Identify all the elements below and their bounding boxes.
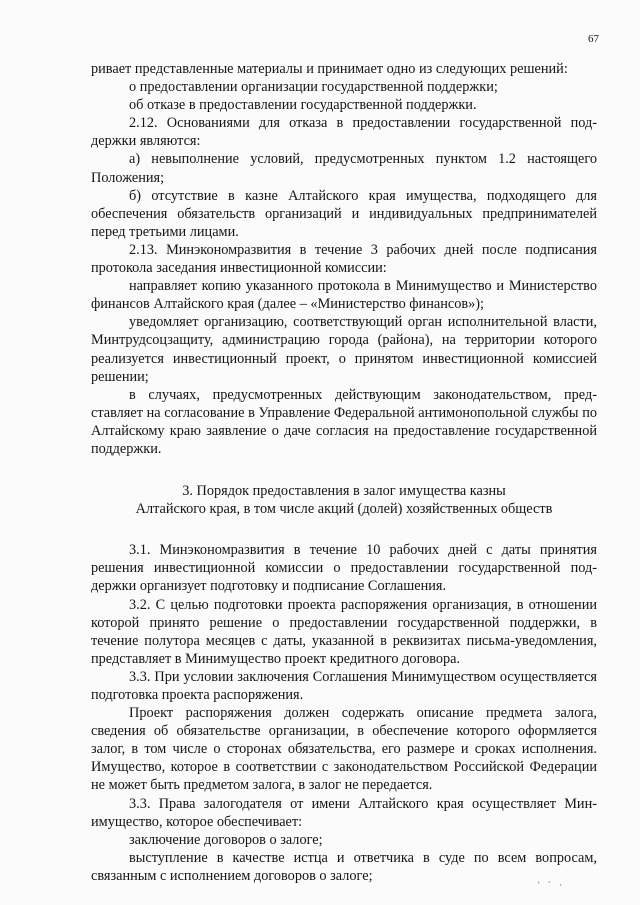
section-heading <box>91 482 597 518</box>
paragraph: о предоставлении организации государственной поддержки; <box>129 79 498 96</box>
section-heading-line-2: Алтайского края, в том числе акций (долей) хозяйственных обществ <box>135 501 553 518</box>
paragraph: 3.1. Минэкономразвития в течение 10 рабочих дней с даты принятия решения инвестиционной комиссии о предоставлении государственной поддержки организует подготовку и подписание Соглашения. <box>91 542 597 595</box>
section-heading-line-1: 3. Порядок предоставления в залог имущества казны <box>182 483 506 500</box>
paragraph: в случаях, предусмотренных действующим законодательством, представляет на согласование в Управление Федеральной антимонопольной службы по Алтайскому краю заявление о даче согласия на предоставление государственной поддержки. <box>91 386 597 457</box>
document-body <box>91 60 597 885</box>
paragraph: ривает представленные материалы и принимает одно из следующих решений: <box>91 61 568 77</box>
section-3-body <box>91 541 597 885</box>
paragraph: 2.12. Основаниями для отказа в предоставлении государственной поддержки являются: <box>91 115 597 150</box>
paragraph: а) невыполнение условий, предусмотренных пунктом 1.2 настоящего Положения; <box>91 151 597 186</box>
paragraph: направляет копию указанного протокола в Минимущество и Министерство финансов Алтайского края (далее – «Министерство финансов»); <box>91 278 597 313</box>
scan-artifact: ' ` · <box>538 880 566 890</box>
paragraph: уведомляет организацию, соответствующий орган исполнительной власти, Минтрудсоцзащиту, администрацию города (района), на территории которого реализуется инвестиционный проект, о принятом инвестиционной комиссией решении; <box>91 314 597 385</box>
paragraph: 3.3. При условии заключения Соглашения Минимуществом осуществляется подготовка проекта распоряжения. <box>91 668 597 703</box>
section-2-continuation <box>91 60 597 458</box>
paragraph: об отказе в предоставлении государственной поддержки. <box>129 97 477 114</box>
page-number: 67 <box>588 33 599 45</box>
paragraph: 3.2. С целью подготовки проекта распоряжения организация, в отношении которой принято решение о предоставлении государственной поддержки, в течение полутора месяцев с даты, указанной в реквизитах письма-уведомления, представляет в Минимущество проект кредитного договора. <box>91 596 597 667</box>
paragraph: выступление в качестве истца и ответчика в суде по всем вопросам, связанным с исполнением договоров о залоге; <box>91 849 597 884</box>
paragraph: 3.3. Права залогодателя от имени Алтайского края осуществляет Минимущество, которое обеспечивает: <box>91 795 597 830</box>
paragraph: 2.13. Минэкономразвития в течение 3 рабочих дней после подписания протокола заседания инвестиционной комиссии: <box>91 241 597 277</box>
paragraph: Проект распоряжения должен содержать описание предмета залога, сведения об обязательстве организации, в обеспечение которого оформляется залог, в том числе о сторонах обязательства, его размере и сроках исполнения. Имущество, которое в соответствии с законодательством Российской Федерации не может быть предметом залога, в залог не передается. <box>91 705 597 794</box>
paragraph: заключение договоров о залоге; <box>129 831 323 848</box>
paragraph: б) отсутствие в казне Алтайского края имущества, подходящего для обеспечения обязательств организаций и индивидуальных предпринимателей перед третьими лицами. <box>91 187 597 240</box>
